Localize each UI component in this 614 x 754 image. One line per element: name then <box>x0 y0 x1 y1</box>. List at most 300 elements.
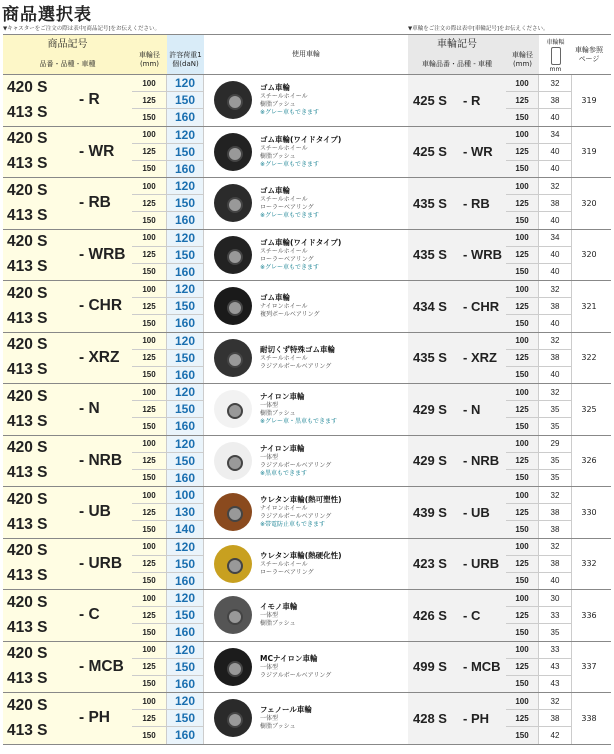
wheel-hub: スチールホイール <box>260 93 308 101</box>
cell: 32 <box>539 539 571 556</box>
product-code-420: 420 S <box>7 439 48 457</box>
wheel-type-suffix: ‐ WR <box>77 127 132 178</box>
wheel-hub: スチールホイール <box>260 354 308 362</box>
wheel-description <box>204 642 408 693</box>
wheel-diameter-list <box>132 281 167 332</box>
wheel-image <box>214 133 252 171</box>
product-code <box>3 333 77 384</box>
wheel-code: 429 S <box>408 436 463 487</box>
cell: 125 <box>506 453 538 470</box>
cell: 35 <box>550 473 560 483</box>
ref-page[interactable]: 338 <box>581 713 597 723</box>
wheel-description <box>204 487 408 538</box>
product-code-413: 413 S <box>7 412 48 430</box>
wheel-bearing: 樹脂ブッシュ <box>260 101 296 109</box>
cell: 32 <box>539 281 571 298</box>
ref-page[interactable]: 320 <box>581 250 597 260</box>
wheel-bearing: ラジアルボールベアリング <box>260 671 332 679</box>
wheel-bearing: 複列ボールベアリング <box>260 311 320 319</box>
ref-page[interactable]: 326 <box>581 456 597 466</box>
cell: 40 <box>550 267 560 277</box>
cell: 125 <box>132 144 166 161</box>
wheel-name: ゴム車輪 <box>260 186 290 196</box>
wheel-diameter-list <box>132 590 167 641</box>
wheel-diameter-list <box>132 539 167 590</box>
cell: 150 <box>167 144 203 161</box>
wheel-diameter-list-2 <box>506 75 539 126</box>
cell: 100 <box>506 281 538 298</box>
wheel-code-suffix: ‐ PH <box>463 693 506 744</box>
wheel-diameter-list-2 <box>506 127 539 178</box>
cell: 100 <box>132 539 166 556</box>
product-code-420: 420 S <box>7 336 48 354</box>
product-code-420: 420 S <box>7 645 48 663</box>
cell: 160 <box>174 316 196 331</box>
wheel-diameter-list-2 <box>506 333 539 384</box>
cell: 120 <box>167 230 203 247</box>
cell: 125 <box>506 92 538 109</box>
cell: 100 <box>132 178 166 195</box>
product-code-420: 420 S <box>7 78 48 96</box>
cell: 150 <box>515 215 529 225</box>
cell: 100 <box>132 436 166 453</box>
cell: 120 <box>167 642 203 659</box>
cell: 150 <box>142 370 156 380</box>
cell: 130 <box>167 504 203 521</box>
cell: 160 <box>174 161 196 176</box>
cell: 32 <box>539 487 571 504</box>
ref-page[interactable]: 336 <box>581 610 597 620</box>
header-wheel-code: 車輪記号 <box>437 38 477 50</box>
wheel-name: MCナイロン車輪 <box>260 653 318 663</box>
cell: 150 <box>167 298 203 315</box>
cell: 100 <box>132 75 166 92</box>
product-code-420: 420 S <box>7 593 48 611</box>
cell: 40 <box>539 247 571 264</box>
cell: 150 <box>515 164 529 174</box>
cell: 150 <box>515 627 529 637</box>
product-code <box>3 642 77 693</box>
cell: 33 <box>539 607 571 624</box>
wheel-image <box>214 184 252 222</box>
cell: 38 <box>539 350 571 367</box>
cell: 32 <box>539 333 571 350</box>
wheel-width-list <box>539 75 572 126</box>
cell: 160 <box>174 367 196 382</box>
cell: 38 <box>539 195 571 212</box>
product-code-420: 420 S <box>7 696 48 714</box>
table-row <box>3 590 611 642</box>
cell: 160 <box>174 213 196 228</box>
wheel-name: イモノ車輪 <box>260 602 298 612</box>
cell: 40 <box>550 370 560 380</box>
wheel-note: ※グレー車もできます <box>260 212 320 220</box>
product-code-420: 420 S <box>7 130 48 148</box>
ref-page[interactable]: 322 <box>581 353 597 363</box>
cell: 100 <box>132 230 166 247</box>
product-code-413: 413 S <box>7 721 48 739</box>
wheel-diameter-list <box>132 384 167 435</box>
wheel-code: 425 S <box>408 127 463 178</box>
cell: 150 <box>167 556 203 573</box>
wheel-diameter-list <box>132 693 167 744</box>
cell: 100 <box>506 384 538 401</box>
wheel-width-list <box>539 178 572 229</box>
header-wheel-width-unit: mm <box>549 65 562 73</box>
header-code-sub: 品番・品種 ‐ 車種 <box>39 60 96 69</box>
product-code <box>3 487 77 538</box>
product-code <box>3 127 77 178</box>
cell: 125 <box>506 710 538 727</box>
wheel-hub: 一体型 <box>260 663 279 671</box>
cell: 32 <box>539 384 571 401</box>
header-used-wheel: 使用車輪 <box>292 50 320 59</box>
ref-page[interactable]: 337 <box>581 662 597 672</box>
cell: 160 <box>174 573 196 588</box>
cell: 150 <box>515 267 529 277</box>
ref-page[interactable]: 321 <box>581 301 597 311</box>
allow-load-list <box>167 539 204 590</box>
wheel-diameter-list <box>132 127 167 178</box>
cell: 100 <box>132 642 166 659</box>
table-body <box>3 75 611 745</box>
cell: 150 <box>142 627 156 637</box>
cell: 125 <box>132 92 166 109</box>
cell: 30 <box>539 590 571 607</box>
product-selection-table <box>3 34 611 745</box>
cell: 38 <box>539 556 571 573</box>
allow-load-list <box>167 75 204 126</box>
ref-page[interactable]: 320 <box>581 198 597 208</box>
wheel-diameter-list-2 <box>506 487 539 538</box>
cell: 120 <box>167 384 203 401</box>
page-title: 商品選択表 <box>2 5 92 25</box>
wheel-name: ナイロン車輪 <box>260 443 305 453</box>
cell: 100 <box>132 127 166 144</box>
wheel-type-suffix: ‐ CHR <box>77 281 132 332</box>
cell: 150 <box>167 453 203 470</box>
table-row <box>3 487 611 539</box>
wheel-name: ゴム車輪(ワイドタイプ) <box>260 134 342 144</box>
cell: 35 <box>539 401 571 418</box>
cell: 40 <box>550 576 560 586</box>
product-code-413: 413 S <box>7 206 48 224</box>
table-row <box>3 75 611 127</box>
cell: 40 <box>550 164 560 174</box>
wheel-width-list <box>539 333 572 384</box>
wheel-width-list <box>539 127 572 178</box>
cell: 125 <box>506 195 538 212</box>
product-code <box>3 384 77 435</box>
cell: 34 <box>539 230 571 247</box>
wheel-image <box>214 81 252 119</box>
table-row <box>3 333 611 385</box>
cell: 40 <box>550 112 560 122</box>
wheel-code: 428 S <box>408 693 463 744</box>
wheel-code-suffix: ‐ WRB <box>463 230 506 281</box>
wheel-image <box>214 339 252 377</box>
wheel-type-suffix: ‐ NRB <box>77 436 132 487</box>
cell: 150 <box>515 370 529 380</box>
cell: 125 <box>506 556 538 573</box>
wheel-note: ※帯電防止車もできます <box>260 521 326 529</box>
wheel-hub: スチールホイール <box>260 247 308 255</box>
cell: 100 <box>506 590 538 607</box>
cell: 125 <box>132 659 166 676</box>
wheel-description <box>204 539 408 590</box>
table-header <box>3 34 611 75</box>
cell: 125 <box>132 401 166 418</box>
wheel-hub: スチールホイール <box>260 144 308 152</box>
cell: 100 <box>132 384 166 401</box>
allow-load-list <box>167 333 204 384</box>
wheel-diameter-list-2 <box>506 384 539 435</box>
product-code <box>3 436 77 487</box>
wheel-code: 429 S <box>408 384 463 435</box>
wheel-hub: 一体型 <box>260 612 279 620</box>
wheel-bearing: ラジアルボールベアリング <box>260 513 332 521</box>
header-wheel-width: 車輪幅 <box>546 38 565 46</box>
table-row <box>3 693 611 745</box>
wheel-code-suffix: ‐ NRB <box>463 436 506 487</box>
cell: 160 <box>174 470 196 485</box>
header-wheel-code-sub: 車輪品番・品種 ‐ 車種 <box>422 60 492 69</box>
wheel-code-suffix: ‐ N <box>463 384 506 435</box>
allow-load-list <box>167 178 204 229</box>
wheel-name: ウレタン車輪(熱可塑性) <box>260 495 342 505</box>
wheel-type-suffix: ‐ URB <box>77 539 132 590</box>
wheel-width-list <box>539 436 572 487</box>
product-code <box>3 693 77 744</box>
cell: 125 <box>132 350 166 367</box>
cell: 38 <box>539 504 571 521</box>
product-code-413: 413 S <box>7 361 48 379</box>
wheel-code-suffix: ‐ MCB <box>463 642 506 693</box>
cell: 160 <box>174 264 196 279</box>
cell: 43 <box>550 679 560 689</box>
wheel-hub: スチールホイール <box>260 196 308 204</box>
wheel-diameter-list-2 <box>506 178 539 229</box>
cell: 38 <box>550 524 560 534</box>
product-code-413: 413 S <box>7 515 48 533</box>
wheel-code-suffix: ‐ URB <box>463 539 506 590</box>
cell: 100 <box>506 75 538 92</box>
cell: 100 <box>506 230 538 247</box>
cell: 125 <box>132 504 166 521</box>
cell: 150 <box>142 318 156 328</box>
wheel-hub: ナイロンホイール <box>260 505 308 513</box>
cell: 150 <box>515 524 529 534</box>
ref-page[interactable]: 330 <box>581 507 597 517</box>
cell: 120 <box>167 127 203 144</box>
wheel-code: 423 S <box>408 539 463 590</box>
cell: 160 <box>174 419 196 434</box>
table-row <box>3 178 611 230</box>
allow-load-list <box>167 487 204 538</box>
cell: 125 <box>132 607 166 624</box>
cell: 100 <box>167 487 203 504</box>
cell: 150 <box>142 730 156 740</box>
cell: 33 <box>539 642 571 659</box>
wheel-code-suffix: ‐ RB <box>463 178 506 229</box>
wheel-hub: 一体型 <box>260 715 279 723</box>
wheel-type-suffix: ‐ RB <box>77 178 132 229</box>
wheel-note: ※グレー車もできます <box>260 263 320 271</box>
wheel-width-list <box>539 642 572 693</box>
wheel-diameter-list-2 <box>506 436 539 487</box>
cell: 150 <box>167 401 203 418</box>
wheel-description <box>204 590 408 641</box>
wheel-width-list <box>539 230 572 281</box>
cell: 120 <box>167 75 203 92</box>
cell: 100 <box>132 333 166 350</box>
product-code-420: 420 S <box>7 387 48 405</box>
wheel-code-suffix: ‐ WR <box>463 127 506 178</box>
allow-load-list <box>167 281 204 332</box>
wheel-diameter-list <box>132 230 167 281</box>
caster-order-note: ▼キャスターをご注文の際は表中[商品記号]をお伝えください。 <box>3 26 161 32</box>
wheel-hub: スチールホイール <box>260 560 308 568</box>
product-code-413: 413 S <box>7 155 48 173</box>
wheel-image <box>214 390 252 428</box>
wheel-bearing: 樹脂ブッシュ <box>260 152 296 160</box>
header-wheel-dia-2: 車輪径(mm) <box>506 35 539 74</box>
cell: 120 <box>167 693 203 710</box>
wheel-note: ※黒車もできます <box>260 469 308 477</box>
ref-page[interactable]: 319 <box>581 147 597 157</box>
cell: 150 <box>515 318 529 328</box>
header-allow-load: 許容荷重1個(daN) <box>167 35 204 74</box>
wheel-bearing: 樹脂ブッシュ <box>260 620 296 628</box>
cell: 32 <box>539 178 571 195</box>
product-code-413: 413 S <box>7 309 48 327</box>
cell: 100 <box>506 642 538 659</box>
ref-page[interactable]: 325 <box>581 404 597 414</box>
wheel-type-suffix: ‐ N <box>77 384 132 435</box>
cell: 100 <box>506 333 538 350</box>
cell: 125 <box>132 556 166 573</box>
allow-load-list <box>167 642 204 693</box>
product-code-413: 413 S <box>7 464 48 482</box>
product-code <box>3 590 77 641</box>
cell: 42 <box>550 730 560 740</box>
wheel-name: ゴム車輪 <box>260 293 290 303</box>
cell: 150 <box>167 195 203 212</box>
allow-load-list <box>167 590 204 641</box>
product-code-413: 413 S <box>7 103 48 121</box>
wheel-diameter-list <box>132 178 167 229</box>
wheel-diameter-list-2 <box>506 693 539 744</box>
wheel-type-suffix: ‐ WRB <box>77 230 132 281</box>
wheel-image <box>214 648 252 686</box>
wheel-note: ※グレー車もできます <box>260 109 320 117</box>
cell: 125 <box>132 710 166 727</box>
wheel-description <box>204 178 408 229</box>
wheel-bearing: ローラーベアリング <box>260 568 314 576</box>
wheel-bearing: ローラーベアリング <box>260 204 314 212</box>
cell: 160 <box>174 110 196 125</box>
cell: 160 <box>174 676 196 691</box>
cell: 34 <box>539 127 571 144</box>
header-wheel-dia: 車輪径(mm) <box>132 35 167 74</box>
wheel-type-suffix: ‐ R <box>77 75 132 126</box>
wheel-name: ナイロン車輪 <box>260 392 305 402</box>
cell: 150 <box>515 112 529 122</box>
cell: 100 <box>132 693 166 710</box>
product-code-413: 413 S <box>7 258 48 276</box>
wheel-image <box>214 545 252 583</box>
wheel-image <box>214 596 252 634</box>
cell: 150 <box>515 730 529 740</box>
cell: 125 <box>506 350 538 367</box>
wheel-description <box>204 75 408 126</box>
wheel-code-suffix: ‐ R <box>463 75 506 126</box>
wheel-description <box>204 127 408 178</box>
product-code-420: 420 S <box>7 490 48 508</box>
cell: 100 <box>506 127 538 144</box>
wheel-type-suffix: ‐ MCB <box>77 642 132 693</box>
table-row <box>3 436 611 488</box>
wheel-width-icon <box>551 47 561 65</box>
wheel-type-suffix: ‐ C <box>77 590 132 641</box>
wheel-note: ※グレー車・黒車もできます <box>260 418 338 426</box>
product-code-420: 420 S <box>7 542 48 560</box>
wheel-image <box>214 699 252 737</box>
ref-page[interactable]: 319 <box>581 95 597 105</box>
wheel-bearing: ラジアルボールベアリング <box>260 461 332 469</box>
cell: 120 <box>167 333 203 350</box>
wheel-description <box>204 333 408 384</box>
cell: 120 <box>167 436 203 453</box>
wheel-diameter-list-2 <box>506 642 539 693</box>
cell: 32 <box>539 75 571 92</box>
wheel-order-note: ▼車輪をご注文の際は表中[車輪記号]をお伝えください。 <box>408 26 549 32</box>
cell: 38 <box>539 92 571 109</box>
cell: 120 <box>167 178 203 195</box>
wheel-type-suffix: ‐ PH <box>77 693 132 744</box>
wheel-name: フェノール車輪 <box>260 705 312 715</box>
cell: 125 <box>506 607 538 624</box>
product-code <box>3 539 77 590</box>
wheel-bearing: 樹脂ブッシュ <box>260 410 296 418</box>
wheel-note: ※グレー車もできます <box>260 160 320 168</box>
cell: 120 <box>167 539 203 556</box>
allow-load-list <box>167 436 204 487</box>
header-ref-page: 車輪参照ページ <box>575 46 603 63</box>
product-code-420: 420 S <box>7 233 48 251</box>
cell: 38 <box>539 298 571 315</box>
cell: 125 <box>132 298 166 315</box>
wheel-width-list <box>539 487 572 538</box>
cell: 150 <box>167 247 203 264</box>
cell: 125 <box>132 195 166 212</box>
cell: 150 <box>515 473 529 483</box>
wheel-code: 435 S <box>408 178 463 229</box>
wheel-code: 426 S <box>408 590 463 641</box>
product-code <box>3 75 77 126</box>
ref-page[interactable]: 332 <box>581 559 597 569</box>
cell: 150 <box>142 267 156 277</box>
wheel-description <box>204 693 408 744</box>
cell: 125 <box>132 247 166 264</box>
wheel-description <box>204 230 408 281</box>
cell: 125 <box>506 401 538 418</box>
wheel-name: ゴム車輪 <box>260 83 290 93</box>
cell: 100 <box>506 178 538 195</box>
wheel-diameter-list <box>132 333 167 384</box>
allow-load-list <box>167 384 204 435</box>
wheel-width-list <box>539 384 572 435</box>
